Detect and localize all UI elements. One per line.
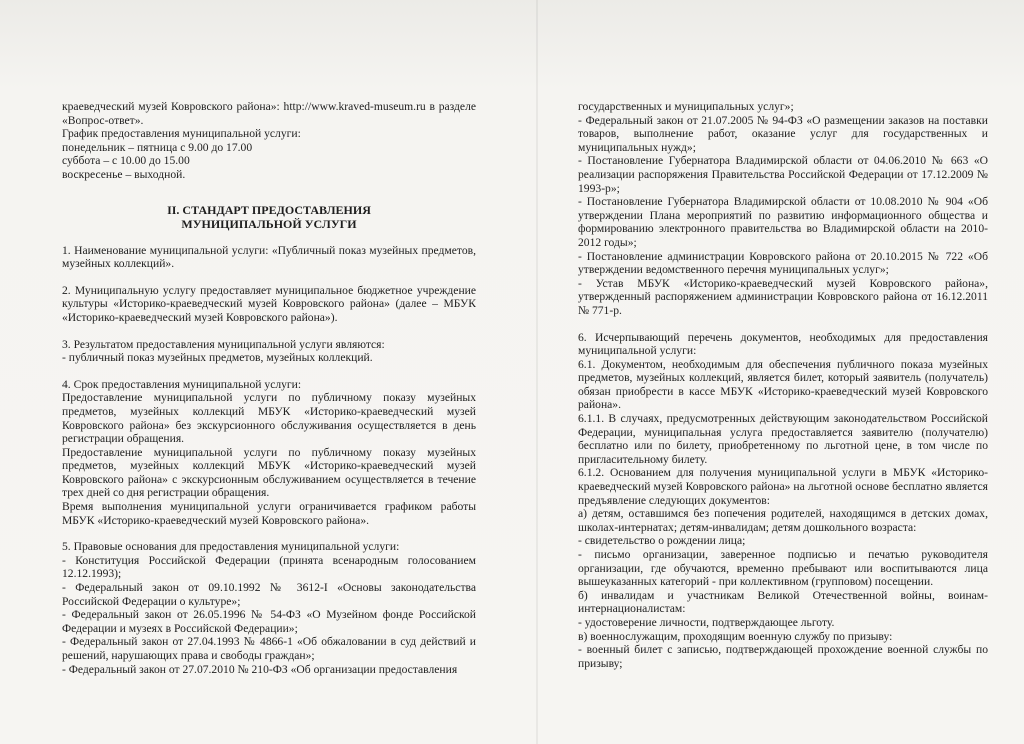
paragraph-a-2: - письмо организации, заверенное подписью и печатью руководителя организации, где обучаются, временно пребывают или воспитываются лица вышеуказанных категорий - при коллективном (групповом) посещении. bbox=[578, 548, 988, 589]
paragraph-3-title: 3. Результатом предоставления муниципальной услуги являются: bbox=[62, 337, 385, 351]
law-item: - Конституция Российской Федерации (принята всенародным голосованием 12.12.1993); bbox=[62, 553, 476, 581]
law-item: - Постановление администрации Ковровского района от 20.10.2015 № 722 «Об утверждении ведомственного перечня муниципальных услуг»; bbox=[578, 249, 988, 277]
section-heading bbox=[62, 203, 476, 231]
paragraph-4-title: 4. Срок предоставления муниципальной услуги: bbox=[62, 377, 302, 391]
paragraph-5-title: 5. Правовые основания для предоставления муниципальной услуги: bbox=[62, 540, 400, 554]
right-column bbox=[578, 100, 988, 670]
law-item: - Федеральный закон от 27.04.1993 № 4866-1 «Об обжаловании в суд действий и решений, нарушающих права и свободы граждан»; bbox=[62, 635, 476, 662]
paragraph-1: 1. Наименование муниципальной услуги: «Публичный показ музейных предметов, музейных коллекций». bbox=[62, 243, 476, 271]
page-fold bbox=[536, 0, 538, 744]
paragraph-4c: Время выполнения муниципальной услуги ограничивается графиком работы МБУК «Историко-краеведческий музей Ковровского района». bbox=[62, 500, 476, 527]
section-heading-line1: II. СТАНДАРТ ПРЕДОСТАВЛЕНИЯ bbox=[167, 202, 371, 217]
continuation-text: государственных и муниципальных услуг»; bbox=[578, 100, 794, 113]
schedule-title: График предоставления муниципальной услуги: bbox=[62, 127, 301, 141]
schedule-sunday: воскресенье – выходной. bbox=[62, 167, 186, 181]
paragraph-a-1: - свидетельство о рождении лица; bbox=[578, 534, 746, 548]
schedule-weekdays: понедельник – пятница с 9.00 до 17.00 bbox=[62, 140, 253, 154]
law-item: - Постановление Губернатора Владимирской области от 04.06.2010 № 663 «О реализации распоряжения Правительства Российской Федерации от 17.12.2009 № 1993-р»; bbox=[578, 154, 988, 195]
paragraph-a: а) детям, оставшимся без попечения родителей, находящимся в детских домах, школах-интернатах; детям-инвалидам; детям дошкольного возраста: bbox=[578, 507, 988, 534]
law-item: - Устав МБУК «Историко-краеведческий музей Ковровского района», утвержденный распоряжением администрации Ковровского района от 16.12.2011 № 771-р. bbox=[578, 276, 988, 317]
paragraph-v-1: - военный билет с записью, подтверждающей прохождение военной службы по призыву; bbox=[578, 643, 988, 670]
section-heading-line2: МУНИЦИПАЛЬНОЙ УСЛУГИ bbox=[181, 216, 357, 231]
paragraph-6-title: 6. Исчерпывающий перечень документов, необходимых для предоставления муниципальной услуги: bbox=[578, 330, 988, 358]
paragraph-6-1-1: 6.1.1. В случаях, предусмотренных действующим законодательством Российской Федерации, муниципальная услуга предоставляется заявителю (получателю) бесплатно или по билету, приобретенному по льготной цене, в том числе по пригласительному билету. bbox=[578, 412, 988, 466]
law-item: - Постановление Губернатора Владимирской области от 10.08.2010 № 904 «Об утверждении Плана мероприятий по развитию информационного общества и формированию электронного правительства во Владимирской области на 2010-2012 годы»; bbox=[578, 195, 988, 249]
intro-text: краеведческий музей Ковровского района»: http://www.kraved-museum.ru в разделе «Вопрос-ответ». bbox=[62, 100, 476, 127]
paragraph-b: б) инвалидам и участникам Великой Отечественной войны, воинам-интернационалистам: bbox=[578, 588, 988, 616]
paragraph-6-1: 6.1. Документом, необходимым для обеспечения публичного показа музейных предметов, музейных коллекций, является билет, который заявитель (получатель) обязан приобрести в кассе МБУК «Историко-краеведческий музей Ковровского района». bbox=[578, 357, 988, 412]
law-item: - Федеральный закон от 21.07.2005 № 94-ФЗ «О размещении заказов на поставки товаров, выполнение работ, оказание услуг для государственных и муниципальных нужд»; bbox=[578, 113, 988, 154]
paragraph-4b: Предоставление муниципальной услуги по публичному показу музейных предметов, музейных коллекций МБУК «Историко-краеведческий музей Ковровского района» с экскурсионным обслуживанием осуществляется в течение трех дней со дня регистрации обращения. bbox=[62, 445, 476, 500]
law-item: - Федеральный закон от 26.05.1996 № 54-ФЗ «О Музейном фонде Российской Федерации и музеях в Российской Федерации»; bbox=[62, 608, 476, 635]
paragraph-v: в) военнослужащим, проходящим военную службу по призыву: bbox=[578, 629, 893, 643]
paragraph-2: 2. Муниципальную услугу предоставляет муниципальное бюджетное учреждение культуры «Историко-краеведческий музей Ковровского района» (далее – МБУК «Историко-краеведческий музей Ковровского района»). bbox=[62, 283, 476, 324]
paragraph-3-item: - публичный показ музейных предметов, музейных коллекций. bbox=[62, 351, 373, 365]
schedule-saturday: суббота – с 10.00 до 15.00 bbox=[62, 154, 190, 168]
paragraph-6-1-2: 6.1.2. Основанием для получения муниципальной услуги в МБУК «Историко-краеведческий музей Ковровского района» на льготной основе бесплатно является предъявление следующих документов: bbox=[578, 466, 988, 507]
left-column bbox=[62, 100, 476, 676]
law-item: - Федеральный закон от 27.07.2010 № 210-ФЗ «Об организации предоставления bbox=[62, 662, 458, 676]
paragraph-4a: Предоставление муниципальной услуги по публичному показу музейных предметов, музейных коллекций МБУК «Историко-краеведческий музей Ковровского района» без экскурсионного обслуживания осуществляется в день регистрации обращения. bbox=[62, 391, 476, 446]
law-item: - Федеральный закон от 09.10.1992 № 3612-I «Основы законодательства Российской Федерации о культуре»; bbox=[62, 581, 476, 608]
paragraph-b-1: - удостоверение личности, подтверждающее льготу. bbox=[578, 615, 835, 629]
